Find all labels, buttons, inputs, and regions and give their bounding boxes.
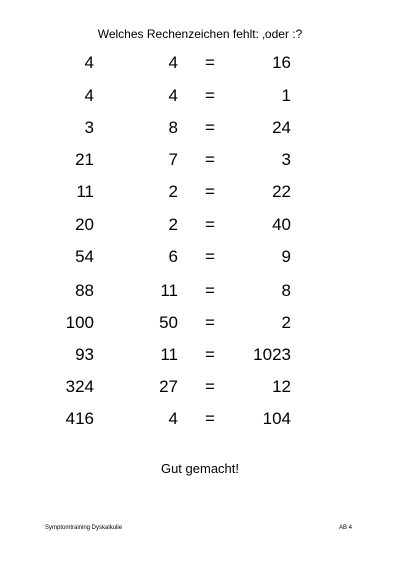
second-operand: 4 <box>168 409 178 428</box>
result-value: 22 <box>272 182 291 201</box>
equals-sign: = <box>205 281 215 300</box>
result-value: 1023 <box>253 345 291 364</box>
worksheet-title: Welches Rechenzeichen fehlt: ‚oder :? <box>97 27 303 41</box>
equals-sign: = <box>205 345 215 364</box>
closing-message: Gut gemacht! <box>160 461 240 476</box>
equation-row <box>0 313 400 337</box>
first-operand: 21 <box>75 150 94 169</box>
equation-row <box>0 281 400 305</box>
equals-sign: = <box>205 313 215 332</box>
result-value: 12 <box>272 377 291 396</box>
equals-sign: = <box>205 150 215 169</box>
result-value: 9 <box>281 247 291 266</box>
first-operand: 100 <box>65 313 94 332</box>
result-value: 104 <box>262 409 291 428</box>
equals-sign: = <box>205 377 215 396</box>
first-operand: 11 <box>76 182 94 201</box>
second-operand: 50 <box>159 313 178 332</box>
equation-row <box>0 53 400 77</box>
first-operand: 3 <box>84 118 94 137</box>
equation-row <box>0 215 400 239</box>
result-value: 16 <box>272 53 291 72</box>
equation-row <box>0 247 400 271</box>
equals-sign: = <box>205 182 215 201</box>
second-operand: 11 <box>160 281 178 300</box>
result-value: 40 <box>272 215 291 234</box>
equals-sign: = <box>205 53 215 72</box>
second-operand: 4 <box>168 86 178 105</box>
second-operand: 27 <box>159 377 178 396</box>
equals-sign: = <box>205 118 215 137</box>
first-operand: 4 <box>84 86 94 105</box>
first-operand: 416 <box>65 409 94 428</box>
equation-row <box>0 150 400 174</box>
footer-course-name: Symptomtraining Dyskalkulie <box>45 525 123 531</box>
first-operand: 54 <box>75 247 94 266</box>
equation-row <box>0 118 400 142</box>
equals-sign: = <box>205 215 215 234</box>
second-operand: 7 <box>168 150 178 169</box>
result-value: 2 <box>281 313 291 332</box>
result-value: 1 <box>281 86 291 105</box>
second-operand: 11 <box>160 345 178 364</box>
first-operand: 4 <box>84 53 94 72</box>
footer-sheet-number: AB 4 <box>338 525 352 531</box>
equals-sign: = <box>205 409 215 428</box>
first-operand: 324 <box>65 377 94 396</box>
second-operand: 6 <box>168 247 178 266</box>
second-operand: 2 <box>168 215 178 234</box>
equals-sign: = <box>205 86 215 105</box>
result-value: 3 <box>281 150 291 169</box>
first-operand: 93 <box>75 345 94 364</box>
result-value: 8 <box>281 281 291 300</box>
second-operand: 2 <box>168 182 178 201</box>
first-operand: 88 <box>75 281 94 300</box>
first-operand: 20 <box>75 215 94 234</box>
result-value: 24 <box>272 118 291 137</box>
equation-row <box>0 182 400 206</box>
equation-row <box>0 409 400 433</box>
equals-sign: = <box>205 247 215 266</box>
equation-row <box>0 345 400 369</box>
second-operand: 4 <box>168 53 178 72</box>
equation-row <box>0 86 400 110</box>
equation-row <box>0 377 400 401</box>
second-operand: 8 <box>168 118 178 137</box>
